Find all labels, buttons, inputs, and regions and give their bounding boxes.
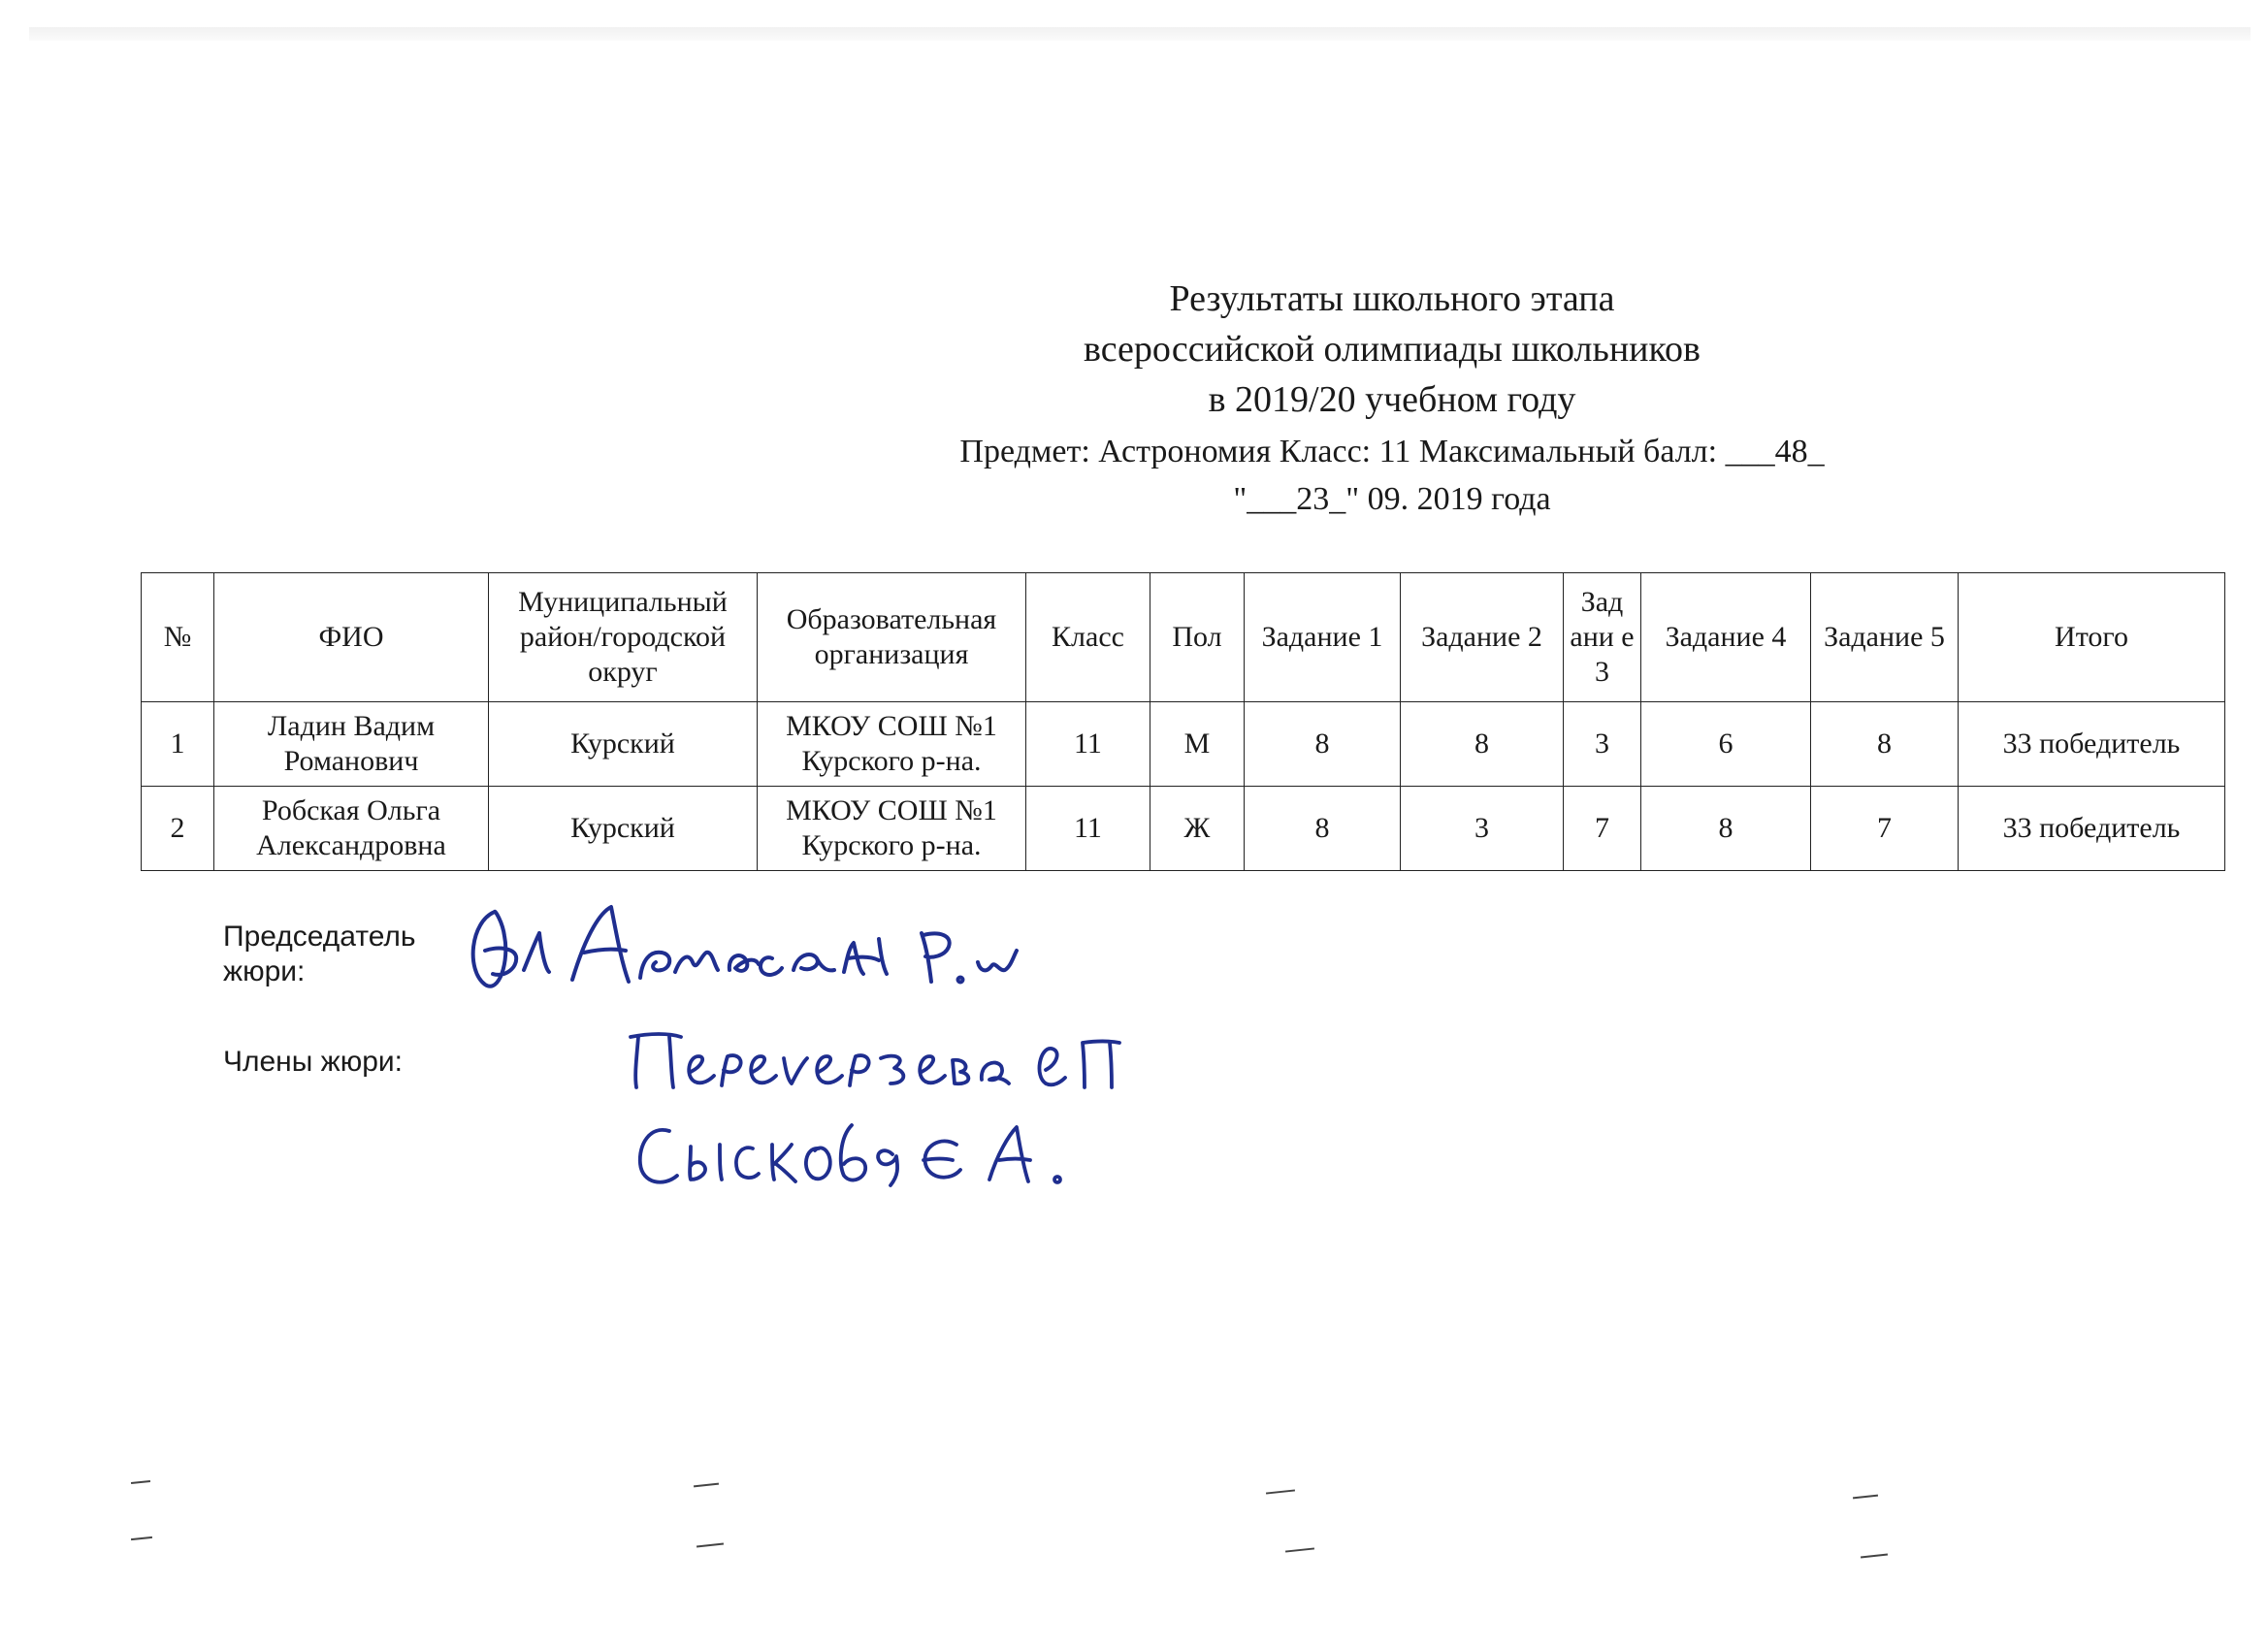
table-header-row <box>142 573 2225 702</box>
title-line-3: в 2019/20 учебном году <box>1208 379 1576 420</box>
cell-organization: МКОУ СОШ №1 Курского р-на. <box>758 787 1026 871</box>
scan-mark <box>697 1543 724 1548</box>
scan-mark <box>1266 1489 1295 1494</box>
header-class: Класс <box>1026 573 1150 702</box>
scan-mark <box>1285 1547 1314 1552</box>
cell-task-1: 8 <box>1245 787 1401 871</box>
table-row <box>142 702 2225 787</box>
header-organization: Образовательная организация <box>758 573 1026 702</box>
scan-edge-shadow <box>29 27 2251 41</box>
header-task-5: Задание 5 <box>1811 573 1959 702</box>
member-signature-2 <box>631 1116 1086 1193</box>
header-task-2: Задание 2 <box>1401 573 1564 702</box>
cell-district: Курский <box>489 787 758 871</box>
header-fio: ФИО <box>214 573 489 702</box>
subject-line: Предмет: Астрономия Класс: 11 Максимальный балл: ___48_ <box>959 434 1825 469</box>
cell-task-4: 6 <box>1641 702 1811 787</box>
title-line-2: всероссийской олимпиады школьников <box>1084 329 1701 370</box>
results-table <box>141 572 2225 871</box>
members-label: Члены жюри: <box>223 1046 403 1078</box>
cell-fio: Робская Ольга Александровна <box>214 787 489 871</box>
cell-task-2: 8 <box>1401 702 1564 787</box>
cell-gender: М <box>1150 702 1245 787</box>
scan-mark <box>1861 1554 1888 1559</box>
cell-task-1: 8 <box>1245 702 1401 787</box>
document-header <box>873 274 1911 524</box>
cell-gender: Ж <box>1150 787 1245 871</box>
cell-task-3: 7 <box>1564 787 1641 871</box>
cell-task-5: 8 <box>1811 702 1959 787</box>
header-task-4: Задание 4 <box>1641 573 1811 702</box>
header-district: Муниципальный район/городской округ <box>489 573 758 702</box>
cell-district: Курский <box>489 702 758 787</box>
header-task-3: Зад ани е 3 <box>1564 573 1641 702</box>
chair-signature <box>456 892 1057 1009</box>
date-line: "___23_" 09. 2019 года <box>1233 481 1551 517</box>
cell-class: 11 <box>1026 787 1150 871</box>
header-task-1: Задание 1 <box>1245 573 1401 702</box>
chair-label: Председатель жюри: <box>223 921 416 987</box>
cell-total: 33 победитель <box>1959 702 2225 787</box>
header-total: Итого <box>1959 573 2225 702</box>
scan-mark <box>131 1536 152 1540</box>
title-line-1: Результаты школьного этапа <box>1169 278 1615 319</box>
scan-mark <box>1853 1495 1878 1500</box>
cell-organization: МКОУ СОШ №1 Курского р-на. <box>758 702 1026 787</box>
cell-class: 11 <box>1026 702 1150 787</box>
header-number: № <box>142 573 214 702</box>
cell-task-5: 7 <box>1811 787 1959 871</box>
cell-number: 1 <box>142 702 214 787</box>
cell-task-3: 3 <box>1564 702 1641 787</box>
cell-task-4: 8 <box>1641 787 1811 871</box>
cell-number: 2 <box>142 787 214 871</box>
table-row <box>142 787 2225 871</box>
cell-total: 33 победитель <box>1959 787 2225 871</box>
scan-mark <box>131 1480 150 1484</box>
cell-fio: Ладин Вадим Романович <box>214 702 489 787</box>
cell-task-2: 3 <box>1401 787 1564 871</box>
header-gender: Пол <box>1150 573 1245 702</box>
member-signature-1 <box>621 1023 1125 1096</box>
scan-mark <box>694 1483 719 1488</box>
